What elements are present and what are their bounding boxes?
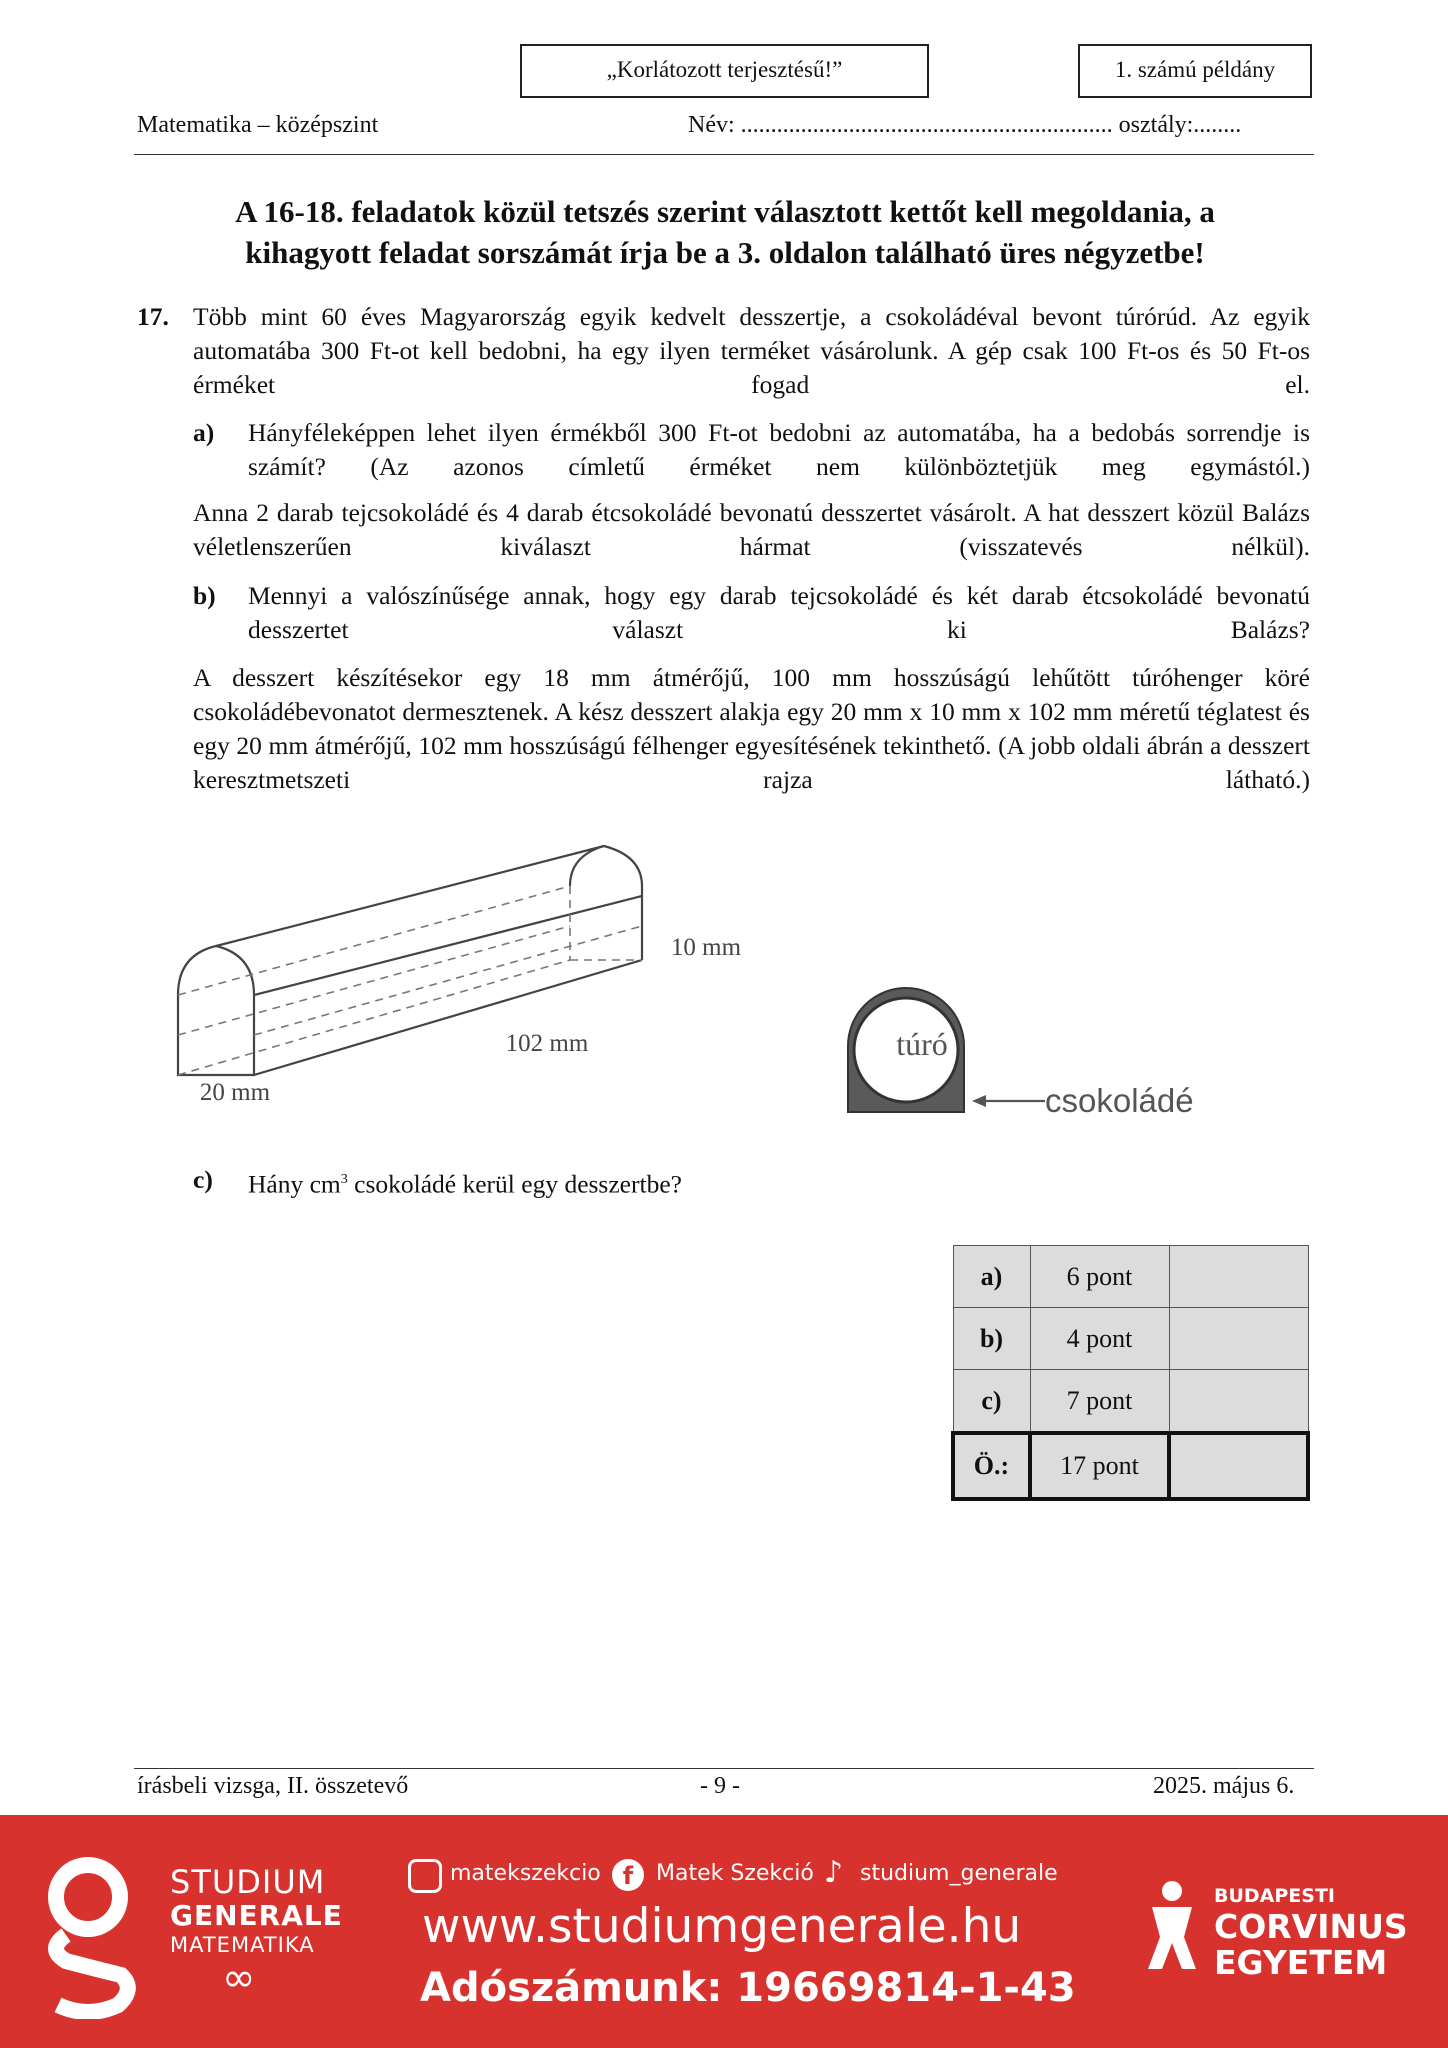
partner-line-3: EGYETEM [1214, 1943, 1388, 1982]
brand-line-1: STUDIUM [170, 1863, 326, 1901]
tiktok-handle[interactable]: studium_generale [860, 1861, 1058, 1886]
website-link[interactable]: www.studiumgenerale.hu [422, 1899, 1022, 1954]
score-row-a: a) 6 pont [953, 1246, 1308, 1308]
score-field-b [1169, 1308, 1308, 1370]
score-field-c [1169, 1370, 1308, 1434]
footer-exam-label: írásbeli vizsga, II. összetevő [137, 1773, 409, 1799]
facebook-icon: f [612, 1859, 644, 1891]
tax-number: Adószámunk: 19669814-1-43 [420, 1965, 1076, 2011]
score-row-c: c) 7 pont [953, 1370, 1308, 1434]
instagram-icon [408, 1859, 442, 1893]
score-field-total [1169, 1433, 1308, 1499]
dim-width-label: 20 mm [199, 1079, 271, 1106]
dim-height-label: 10 mm [670, 934, 742, 961]
corvinus-logo-icon [1134, 1877, 1210, 1977]
header-rule [134, 154, 1314, 155]
infinity-icon: ∞ [222, 1955, 256, 2001]
score-row-b: b) 4 pont [953, 1308, 1308, 1370]
task-paragraph-2: Anna 2 darab tejcsokoládé és 4 darab étcsokoládé bevonatú desszertet vásárolt. A hat desszert közül Balázs véletlenszerűen kiválaszt hármat (visszatevés nélkül). [193, 498, 1310, 561]
brand-line-2: GENERALE [170, 1899, 343, 1932]
copy-number-box: 1. számú példány [1078, 44, 1312, 98]
subtask-b-label: b) [193, 581, 216, 610]
task-number: 17. [137, 302, 169, 331]
task-paragraph-3: A desszert készítésekor egy 18 mm átmérőjű, 100 mm hosszúságú lehűtött túróhenger köré csokoládébevonatot dermesztenek. A kész desszert alakja egy 20 mm x 10 mm x 102 mm méretű téglatest és egy 20 mm átmérőjű, 102 mm hosszúságú félhenger egyesítésének tekinthető. (A jobb oldali ábrán a desszert keresztmetszeti rajza látható.) [193, 663, 1310, 794]
subtask-a-text: Hányféleképpen lehet ilyen érmékből 300 Ft-ot bedobni az automatába, ha a bedobás sorrendje is számít? (Az azonos címletű érméket nem különböztetjük meg egymástól.) [248, 418, 1310, 481]
studium-g-logo [36, 1849, 141, 2019]
facebook-handle[interactable]: Matek Szekció [656, 1861, 814, 1886]
subtask-a-label: a) [193, 418, 215, 447]
dim-length-label: 102 mm [505, 1030, 589, 1057]
subtask-c-text: Hány $cm^3$ csokoládé kerül egy desszertbe? [248, 1169, 682, 1199]
dessert-3d-figure [134, 808, 814, 1143]
subject-label: Matematika – középszint [137, 112, 379, 138]
score-field-a [1169, 1246, 1308, 1308]
subtask-c-label: c) [193, 1165, 213, 1194]
restriction-box: „Korlátozott terjesztésű!” [520, 44, 929, 98]
brand-line-3: MATEMATIKA [170, 1933, 315, 1957]
footer-date: 2025. május 6. [1153, 1773, 1295, 1799]
sponsor-banner [0, 1815, 1448, 2048]
cross-section-outer-label: csokoládé [1045, 1082, 1194, 1119]
cross-section-inner-label: túró [896, 1026, 948, 1062]
instagram-handle[interactable]: matekszekcio [450, 1861, 601, 1886]
subtask-b-text: Mennyi a valószínűsége annak, hogy egy darab tejcsokoládé és két darab étcsokoládé bevonatú desszertet választ ki Balázs? [248, 581, 1310, 644]
footer-rule [134, 1768, 1314, 1769]
cross-section-figure [840, 980, 1240, 1120]
name-class-field: Név: .............................................................. osztály:........ [688, 112, 1242, 138]
score-table [951, 1245, 1310, 1501]
score-row-total: Ö.: 17 pont [953, 1433, 1308, 1499]
instruction-line-2: kihagyott feladat sorszámát írja be a 3. oldalon található üres négyzetbe! [245, 235, 1205, 270]
task-intro: Több mint 60 éves Magyarország egyik kedvelt desszertje, a csokoládéval bevont túrórúd. Az egyik automatába 300 Ft-ot kell bedobni, ha egy ilyen terméket vásárolunk. A gép csak 100 Ft-os és 50 Ft-os érméket fogad el. [193, 302, 1310, 399]
tiktok-icon: ♪ [824, 1855, 844, 1890]
partner-line-2: CORVINUS [1214, 1907, 1408, 1946]
partner-line-1: BUDAPESTI [1214, 1885, 1336, 1907]
page-number: - 9 - [700, 1773, 740, 1799]
instruction-line-1: A 16-18. feladatok közül tetszés szerint választott kettőt kell megoldania, a [235, 194, 1215, 229]
